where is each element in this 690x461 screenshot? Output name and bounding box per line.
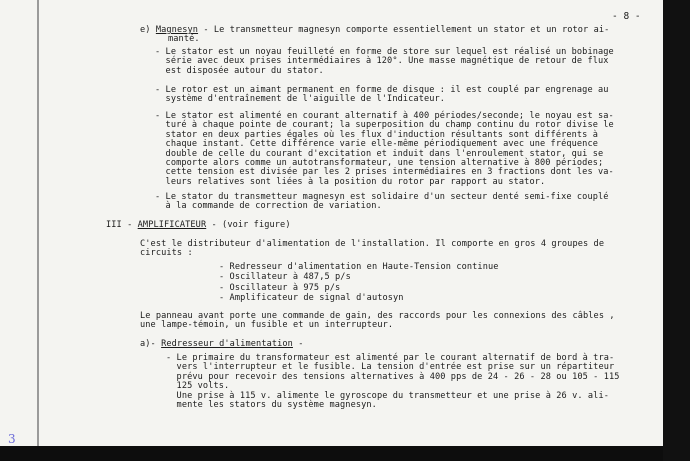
section-e-intro: - Le transmetteur magnesyn comporte essentiellement un stator et un rotor ai- <box>198 25 610 35</box>
text-line: - Le stator du transmetteur magnesyn est solidaire d'un secteur denté semi-fixe couplé <box>155 192 609 202</box>
section-e-heading: Magnesyn <box>155 25 199 35</box>
text-line: comporte alors comme un autotransformateur, une tension alternative à 800 périodes; <box>155 158 604 169</box>
text-line: mente les stators du système magnesyn. <box>166 400 377 411</box>
scan-border-bottom <box>0 446 663 461</box>
text-line: vers l'interrupteur et le fusible. La tension d'entrée est prise sur un répartiteur <box>166 362 615 373</box>
section-e-intro-line2: manté. <box>168 34 200 44</box>
page-number: - 8 - <box>612 11 641 22</box>
list-item: - Redresseur d'alimentation en Haute-Tension continue <box>219 262 499 272</box>
section-e-header <box>140 26 609 35</box>
binding-edge <box>37 0 39 446</box>
text-line: cette tension est divisée par les 2 prises intermédiaires en 3 fractions dont les va- <box>155 167 614 178</box>
text-line: système d'entraînement de l'aiguille de l'Indicateur. <box>155 94 446 105</box>
section-iii-intro <box>140 240 604 259</box>
text-line: turé à chaque pointe de courant; la superposition du champ continu du rotor divise le <box>155 120 614 131</box>
section-e-bullet-1 <box>155 48 614 76</box>
text-line: - Le stator est alimenté en courant alternatif à 400 périodes/seconde; le noyau est sa- <box>155 111 614 121</box>
section-iii-label: III - <box>106 220 133 230</box>
text-line: circuits : <box>140 248 193 259</box>
section-iii-heading-rest: - (voir figure) <box>206 220 291 230</box>
text-line: - Le rotor est un aimant permanent en forme de disque : il est couplé par engrenage au <box>155 85 609 95</box>
text-line: une lampe-témoin, un fusible et un interrupteur. <box>140 320 394 331</box>
text-line: chaque instant. Cette différence varie elle-même périodiquement avec une fréquence <box>155 139 599 150</box>
scan-border-right <box>663 0 690 461</box>
list-item: - Oscillateur à 487,5 p/s <box>219 272 351 283</box>
text-line: leurs relatives sont liées à la position du rotor par rapport au stator. <box>155 176 546 187</box>
section-a-heading: Redresseur d'alimentation <box>161 339 293 349</box>
text-line: stator en deux parties égales où les flux d'induction résultants sont différents à <box>155 129 599 140</box>
text-line: - Le stator est un noyau feuilleté en forme de store sur lequel est réalisé un bobinage <box>155 47 614 57</box>
text-line: série avec deux prises intermédiaires à 120°. Une masse magnétique de retour de flux <box>155 56 609 67</box>
text-line: - Le primaire du transformateur est alimenté par le courant alternatif de bord à tra- <box>166 353 615 363</box>
section-iii-panel <box>140 312 615 331</box>
text-line: C'est le distributeur d'alimentation de l'installation. Il comporte en gros 4 groupes de <box>140 239 605 249</box>
section-e-bullet-2 <box>155 86 609 105</box>
text-line: 125 volts. <box>166 381 230 392</box>
section-iii-heading: AMPLIFICATEUR <box>137 220 207 230</box>
corner-annotation: 3 <box>8 432 16 446</box>
text-line: prévu pour recevoir des tensions alternatives à 400 pps de 24 - 26 - 28 ou 105 - 115 <box>166 371 620 382</box>
section-a-heading-rest: - <box>292 339 304 349</box>
circuit-list <box>219 262 499 304</box>
section-e-bullet-4 <box>155 193 609 212</box>
section-a-header <box>140 340 304 349</box>
text-line: double de celle du courant d'excitation et induit dans l'enroulement stator, qui se <box>155 148 604 159</box>
section-a-label: a)- <box>140 339 156 349</box>
section-e-bullet-3 <box>155 112 614 187</box>
list-item: - Oscillateur à 975 p/s <box>219 282 341 293</box>
text-line: Le panneau avant porte une commande de gain, des raccords pour les connexions des câbles , <box>140 311 615 321</box>
section-a-body <box>166 354 620 410</box>
text-line: est disposée autour du stator. <box>155 65 324 76</box>
text-line: à la commande de correction de variation. <box>155 201 382 212</box>
section-iii-header <box>106 221 291 230</box>
section-e-label: e) <box>140 25 151 35</box>
text-line: Une prise à 115 v. alimente le gyroscope du transmetteur et une prise à 26 v. ali- <box>166 390 610 401</box>
list-item: - Amplificateur de signal d'autosyn <box>219 293 404 304</box>
